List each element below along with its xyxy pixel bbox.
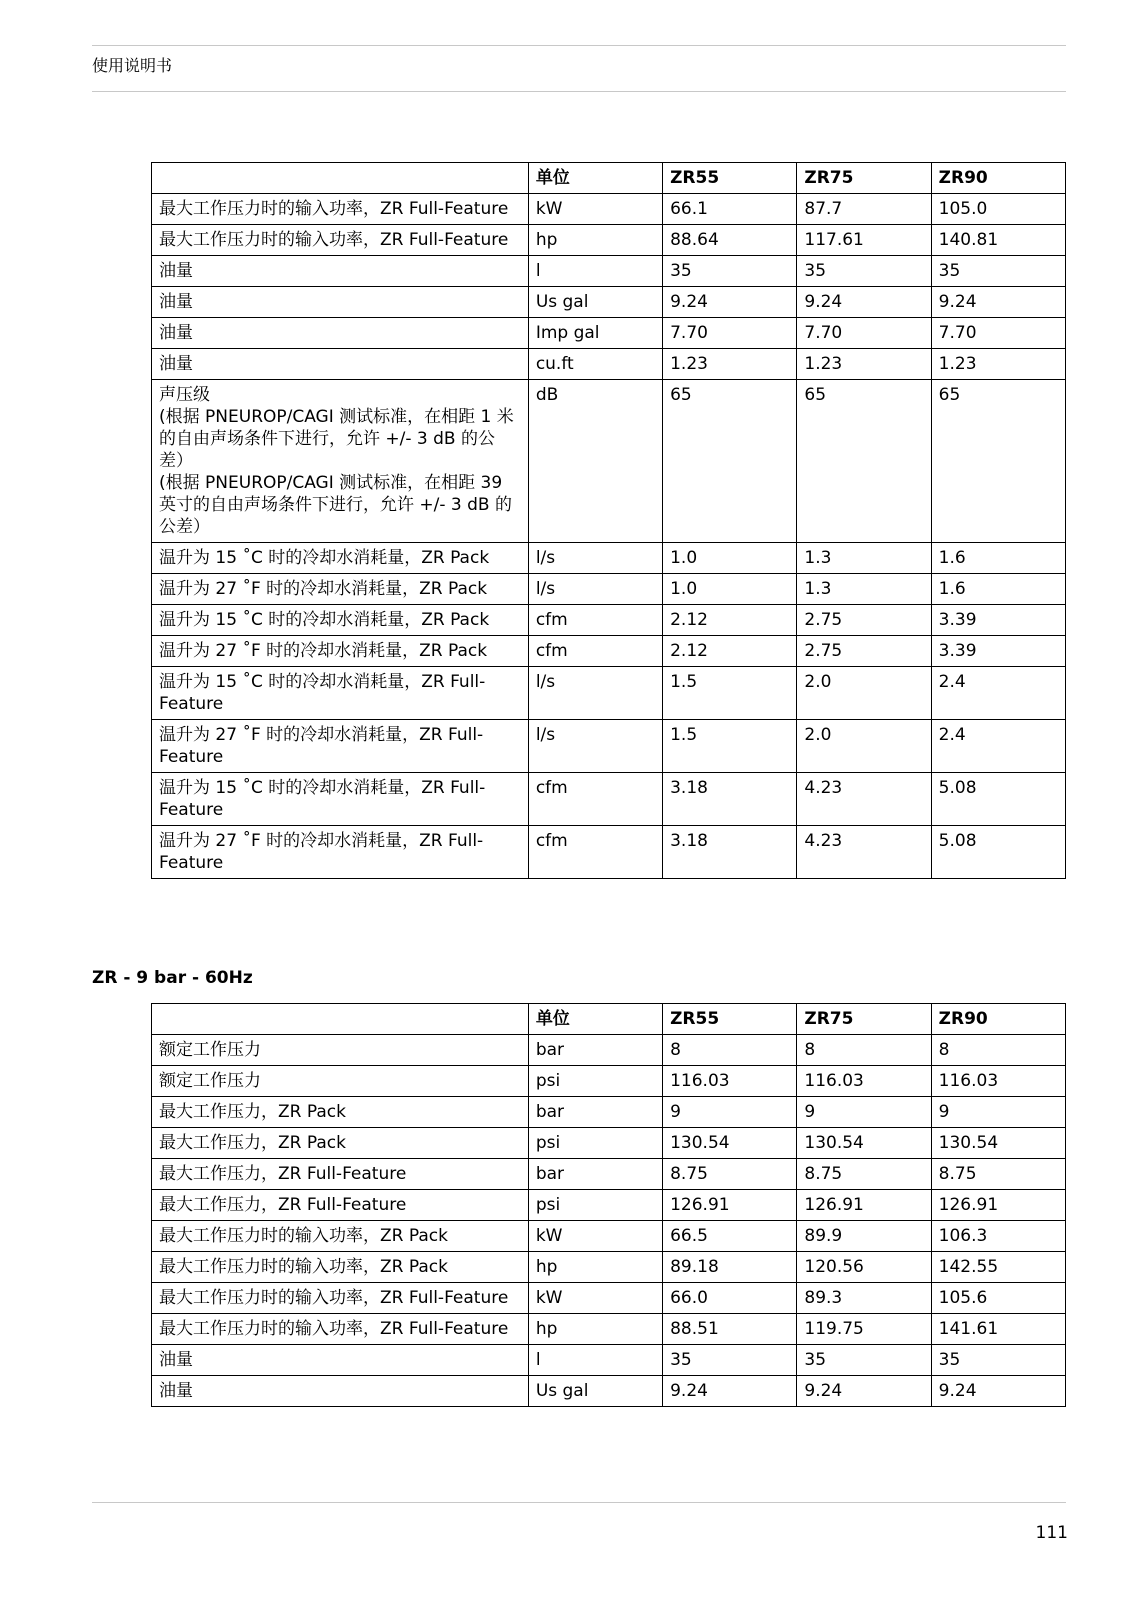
cell-parameter: 油量 [152, 287, 529, 318]
spec-table-1 [151, 162, 1066, 879]
column-header-unit: 单位 [528, 1004, 662, 1035]
cell-zr75: 126.91 [797, 1190, 931, 1221]
cell-parameter: 最大工作压力，ZR Full-Feature [152, 1190, 529, 1221]
cell-zr90: 65 [931, 380, 1065, 543]
cell-zr75: 130.54 [797, 1128, 931, 1159]
cell-unit: l/s [528, 667, 662, 720]
cell-unit: l/s [528, 574, 662, 605]
table-row [152, 1128, 1066, 1159]
cell-zr75: 117.61 [797, 225, 931, 256]
cell-unit: cfm [528, 605, 662, 636]
cell-zr55: 1.23 [663, 349, 797, 380]
cell-unit: kW [528, 194, 662, 225]
cell-zr90: 3.39 [931, 605, 1065, 636]
table-row [152, 194, 1066, 225]
cell-parameter: 温升为 27 ˚F 时的冷却水消耗量，ZR Full-Feature [152, 826, 529, 879]
cell-zr75: 9.24 [797, 1376, 931, 1407]
table-row [152, 574, 1066, 605]
cell-zr90: 8.75 [931, 1159, 1065, 1190]
cell-parameter: 最大工作压力时的输入功率，ZR Full-Feature [152, 194, 529, 225]
cell-zr90: 2.4 [931, 720, 1065, 773]
cell-parameter: 油量 [152, 349, 529, 380]
table-row [152, 636, 1066, 667]
cell-zr55: 1.0 [663, 543, 797, 574]
cell-unit: bar [528, 1159, 662, 1190]
cell-zr55: 88.64 [663, 225, 797, 256]
cell-zr75: 9 [797, 1097, 931, 1128]
column-header-parameter [152, 163, 529, 194]
cell-zr75: 65 [797, 380, 931, 543]
column-header-unit: 单位 [528, 163, 662, 194]
cell-zr75: 7.70 [797, 318, 931, 349]
cell-parameter: 温升为 27 ˚F 时的冷却水消耗量，ZR Full-Feature [152, 720, 529, 773]
table-row [152, 773, 1066, 826]
table-header-row [152, 1004, 1066, 1035]
column-header-zr75: ZR75 [797, 163, 931, 194]
cell-parameter: 额定工作压力 [152, 1035, 529, 1066]
cell-parameter: 最大工作压力，ZR Pack [152, 1097, 529, 1128]
cell-zr90: 2.4 [931, 667, 1065, 720]
cell-zr90: 8 [931, 1035, 1065, 1066]
cell-zr55: 66.1 [663, 194, 797, 225]
cell-zr75: 2.75 [797, 605, 931, 636]
column-header-zr55: ZR55 [663, 1004, 797, 1035]
cell-zr55: 9.24 [663, 1376, 797, 1407]
table-row [152, 667, 1066, 720]
cell-zr90: 1.6 [931, 543, 1065, 574]
cell-parameter: 最大工作压力时的输入功率，ZR Full-Feature [152, 1314, 529, 1345]
cell-zr75: 4.23 [797, 826, 931, 879]
section-heading: ZR - 9 bar - 60Hz [92, 968, 253, 988]
table-row [152, 256, 1066, 287]
cell-parameter: 声压级 (根据 PNEUROP/CAGI 测试标准，在相距 1 米的自由声场条件下进行，允许 +/- 3 dB 的公差） (根据 PNEUROP/CAGI 测试标准，在相距 39 英寸的自由声场条件下进行，允许 +/- 3 dB 的公差） [152, 380, 529, 543]
cell-unit: Us gal [528, 287, 662, 318]
cell-zr55: 88.51 [663, 1314, 797, 1345]
table-body [152, 1035, 1066, 1407]
cell-zr75: 9.24 [797, 287, 931, 318]
spec-table-2 [151, 1003, 1066, 1407]
cell-unit: l/s [528, 720, 662, 773]
cell-zr90: 140.81 [931, 225, 1065, 256]
cell-zr90: 5.08 [931, 826, 1065, 879]
cell-zr55: 66.0 [663, 1283, 797, 1314]
table-row [152, 720, 1066, 773]
cell-zr75: 8 [797, 1035, 931, 1066]
page-number: 111 [1035, 1523, 1068, 1543]
cell-zr55: 1.0 [663, 574, 797, 605]
table-row [152, 1190, 1066, 1221]
table-row [152, 1376, 1066, 1407]
cell-zr55: 89.18 [663, 1252, 797, 1283]
cell-parameter: 最大工作压力时的输入功率，ZR Full-Feature [152, 225, 529, 256]
cell-parameter: 最大工作压力，ZR Pack [152, 1128, 529, 1159]
cell-zr55: 66.5 [663, 1221, 797, 1252]
cell-unit: l/s [528, 543, 662, 574]
column-header-zr90: ZR90 [931, 1004, 1065, 1035]
cell-zr55: 7.70 [663, 318, 797, 349]
header-divider-top [92, 45, 1066, 46]
cell-zr75: 8.75 [797, 1159, 931, 1190]
table-header-row [152, 163, 1066, 194]
cell-zr90: 116.03 [931, 1066, 1065, 1097]
cell-unit: l [528, 256, 662, 287]
cell-zr90: 35 [931, 256, 1065, 287]
table-row [152, 826, 1066, 879]
cell-zr90: 1.6 [931, 574, 1065, 605]
cell-zr90: 7.70 [931, 318, 1065, 349]
cell-zr90: 9.24 [931, 287, 1065, 318]
cell-zr55: 8.75 [663, 1159, 797, 1190]
cell-unit: cfm [528, 773, 662, 826]
cell-parameter: 油量 [152, 256, 529, 287]
cell-parameter: 油量 [152, 1345, 529, 1376]
cell-zr55: 3.18 [663, 773, 797, 826]
cell-zr55: 1.5 [663, 667, 797, 720]
cell-zr75: 2.0 [797, 720, 931, 773]
cell-unit: dB [528, 380, 662, 543]
header-divider-bottom [92, 91, 1066, 92]
cell-zr55: 8 [663, 1035, 797, 1066]
cell-unit: l [528, 1345, 662, 1376]
cell-zr75: 35 [797, 1345, 931, 1376]
cell-parameter: 温升为 15 ˚C 时的冷却水消耗量，ZR Full-Feature [152, 773, 529, 826]
cell-zr55: 130.54 [663, 1128, 797, 1159]
table-row [152, 605, 1066, 636]
cell-unit: Us gal [528, 1376, 662, 1407]
cell-zr75: 116.03 [797, 1066, 931, 1097]
table-row [152, 1345, 1066, 1376]
cell-zr90: 105.0 [931, 194, 1065, 225]
table-row [152, 225, 1066, 256]
cell-zr55: 35 [663, 256, 797, 287]
cell-zr90: 35 [931, 1345, 1065, 1376]
cell-zr75: 2.0 [797, 667, 931, 720]
cell-zr55: 2.12 [663, 636, 797, 667]
cell-zr90: 141.61 [931, 1314, 1065, 1345]
cell-zr75: 1.23 [797, 349, 931, 380]
cell-parameter: 最大工作压力时的输入功率，ZR Full-Feature [152, 1283, 529, 1314]
table-row [152, 1221, 1066, 1252]
table-row [152, 349, 1066, 380]
column-header-parameter [152, 1004, 529, 1035]
cell-parameter: 温升为 15 ˚C 时的冷却水消耗量，ZR Pack [152, 543, 529, 574]
cell-parameter: 油量 [152, 1376, 529, 1407]
cell-zr90: 126.91 [931, 1190, 1065, 1221]
cell-zr75: 1.3 [797, 574, 931, 605]
cell-zr75: 89.3 [797, 1283, 931, 1314]
cell-parameter: 最大工作压力时的输入功率，ZR Pack [152, 1221, 529, 1252]
cell-zr75: 2.75 [797, 636, 931, 667]
cell-parameter: 温升为 15 ˚C 时的冷却水消耗量，ZR Pack [152, 605, 529, 636]
cell-parameter: 额定工作压力 [152, 1066, 529, 1097]
cell-zr75: 89.9 [797, 1221, 931, 1252]
cell-zr55: 9.24 [663, 287, 797, 318]
table-body [152, 194, 1066, 879]
footer-divider [92, 1502, 1066, 1503]
table-row [152, 318, 1066, 349]
cell-zr90: 142.55 [931, 1252, 1065, 1283]
table-row [152, 543, 1066, 574]
cell-zr55: 3.18 [663, 826, 797, 879]
cell-zr55: 9 [663, 1097, 797, 1128]
cell-unit: hp [528, 225, 662, 256]
cell-unit: bar [528, 1035, 662, 1066]
cell-unit: Imp gal [528, 318, 662, 349]
cell-zr55: 35 [663, 1345, 797, 1376]
table-row [152, 1314, 1066, 1345]
cell-unit: hp [528, 1252, 662, 1283]
cell-unit: cfm [528, 826, 662, 879]
cell-parameter: 温升为 27 ˚F 时的冷却水消耗量，ZR Pack [152, 574, 529, 605]
cell-parameter: 温升为 15 ˚C 时的冷却水消耗量，ZR Full-Feature [152, 667, 529, 720]
cell-unit: psi [528, 1128, 662, 1159]
table-row [152, 1066, 1066, 1097]
cell-zr55: 65 [663, 380, 797, 543]
cell-zr90: 9.24 [931, 1376, 1065, 1407]
cell-zr55: 116.03 [663, 1066, 797, 1097]
cell-zr90: 9 [931, 1097, 1065, 1128]
cell-zr90: 105.6 [931, 1283, 1065, 1314]
cell-zr90: 1.23 [931, 349, 1065, 380]
cell-zr75: 87.7 [797, 194, 931, 225]
table-row [152, 1097, 1066, 1128]
cell-unit: psi [528, 1066, 662, 1097]
cell-zr55: 126.91 [663, 1190, 797, 1221]
column-header-zr90: ZR90 [931, 163, 1065, 194]
table-row [152, 1035, 1066, 1066]
cell-zr90: 130.54 [931, 1128, 1065, 1159]
cell-zr90: 106.3 [931, 1221, 1065, 1252]
cell-unit: kW [528, 1283, 662, 1314]
table-row [152, 1252, 1066, 1283]
cell-zr55: 2.12 [663, 605, 797, 636]
column-header-zr75: ZR75 [797, 1004, 931, 1035]
table-row [152, 1283, 1066, 1314]
table-row [152, 380, 1066, 543]
cell-zr75: 120.56 [797, 1252, 931, 1283]
cell-zr75: 35 [797, 256, 931, 287]
cell-zr55: 1.5 [663, 720, 797, 773]
table-row [152, 287, 1066, 318]
column-header-zr55: ZR55 [663, 163, 797, 194]
cell-parameter: 最大工作压力时的输入功率，ZR Pack [152, 1252, 529, 1283]
page-header-title: 使用说明书 [92, 56, 173, 75]
cell-zr90: 5.08 [931, 773, 1065, 826]
cell-zr75: 119.75 [797, 1314, 931, 1345]
cell-unit: hp [528, 1314, 662, 1345]
cell-unit: bar [528, 1097, 662, 1128]
cell-zr75: 1.3 [797, 543, 931, 574]
cell-zr90: 3.39 [931, 636, 1065, 667]
cell-parameter: 温升为 27 ˚F 时的冷却水消耗量，ZR Pack [152, 636, 529, 667]
table-row [152, 1159, 1066, 1190]
cell-unit: cu.ft [528, 349, 662, 380]
cell-parameter: 油量 [152, 318, 529, 349]
cell-zr75: 4.23 [797, 773, 931, 826]
cell-unit: cfm [528, 636, 662, 667]
cell-unit: psi [528, 1190, 662, 1221]
cell-unit: kW [528, 1221, 662, 1252]
cell-parameter: 最大工作压力，ZR Full-Feature [152, 1159, 529, 1190]
